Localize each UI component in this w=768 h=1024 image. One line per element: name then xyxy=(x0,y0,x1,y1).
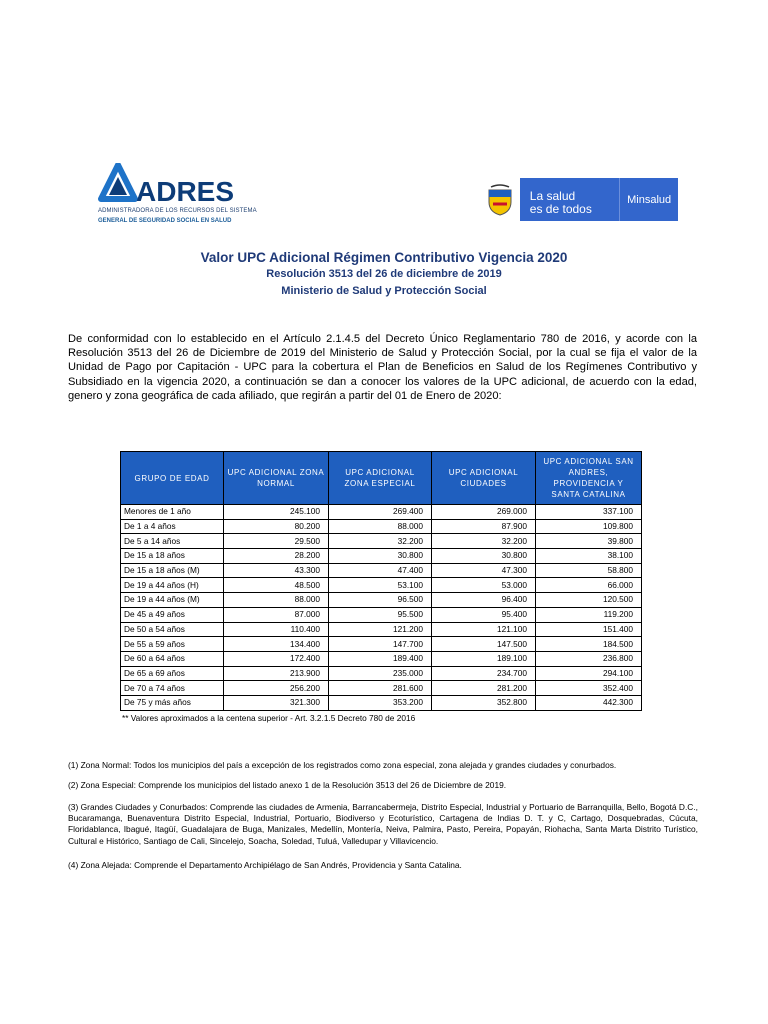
gov-slogan-line1: La salud xyxy=(529,189,576,203)
note-grandes-ciudades: (3) Grandes Ciudades y Conurbados: Comprende las ciudades de Armenia, Barrancabermeja, Distrito Especial, Industrial y Portuario de Barranquilla, Bello, Bogotá D.C., Bucaramanga, Buenaventura Distrito Especial, Industrial, Portuario, Biodiverso y Ecoturístico, Cartagena de Indias D. T. y C, Cartago, Dosquebradas, Cúcuta, Floridablanca, Ibagué, Itagüí, Guadalajara de Buga, Manizales, Medellín, Montería, Neiva, Palmira, Pasto, Pereira, Popayán, Riohacha, Santa Marta Distrito Turístico, Cultural e Histórico, Santiago de Cali, Sincelejo, Soacha, Soledad, Tuluá, Valledupar y Villavicencio. xyxy=(68,802,698,846)
table-row xyxy=(121,681,642,696)
table-row xyxy=(121,505,642,520)
column-header-zona-especial: UPC ADICIONAL ZONA ESPECIAL xyxy=(329,452,432,505)
upc-value-cell: 110.400 xyxy=(224,622,329,637)
intro-paragraph: De conformidad con lo establecido en el Artículo 2.1.4.5 del Decreto Único Reglamentario 780 de 2016, y acorde con la Resolución 3513 del 26 de Diciembre de 2019 del Ministerio de Salud y Protección Social, por la cual se fija el valor de la Unidad de Pago por Capitación - UPC para la cobertura el Plan de Beneficios en Salud de los Regímenes Contributivo y Subsidiado en la vigencia 2020, a continuación se dan a conocer los valores de la UPC adicional, de acuerdo con la edad, genero y zona geográfica de cada afiliado, que regirán a partir del 01 de Enero de 2020: xyxy=(68,333,697,402)
upc-value-cell: 256.200 xyxy=(224,681,329,696)
upc-value-cell: 48.500 xyxy=(224,578,329,593)
table-footnote: ** Valores aproximados a la centena superior - Art. 3.2.1.5 Decreto 780 de 2016 xyxy=(122,713,416,723)
table-row xyxy=(121,666,642,681)
upc-value-cell: 134.400 xyxy=(224,637,329,652)
age-group-cell: De 1 a 4 años xyxy=(121,519,224,534)
upc-value-cell: 352.400 xyxy=(536,681,642,696)
upc-value-cell: 96.400 xyxy=(432,593,536,608)
upc-value-cell: 189.100 xyxy=(432,651,536,666)
upc-value-cell: 281.200 xyxy=(432,681,536,696)
upc-value-cell: 87.900 xyxy=(432,519,536,534)
upc-value-cell: 269.400 xyxy=(329,505,432,520)
age-group-cell: De 60 a 64 años xyxy=(121,651,224,666)
upc-value-cell: 189.400 xyxy=(329,651,432,666)
page-title: Valor UPC Adicional Régimen Contributivo Vigencia 2020 xyxy=(200,250,568,265)
column-header-ciudades: UPC ADICIONAL CIUDADES xyxy=(432,452,536,505)
upc-value-cell: 151.400 xyxy=(536,622,642,637)
table-row xyxy=(121,534,642,549)
minsalud-logo xyxy=(480,178,678,221)
page-subtitle-ministry: Ministerio de Salud y Protección Social xyxy=(281,285,487,297)
age-group-cell: De 45 a 49 años xyxy=(121,607,224,622)
note-zona-alejada: (4) Zona Alejada: Comprende el Departamento Archipiélago de San Andrés, Providencia y Santa Catalina. xyxy=(68,860,462,870)
upc-value-cell: 47.300 xyxy=(432,563,536,578)
upc-value-cell: 172.400 xyxy=(224,651,329,666)
upc-value-cell: 234.700 xyxy=(432,666,536,681)
upc-value-cell: 353.200 xyxy=(329,695,432,710)
table-row xyxy=(121,519,642,534)
upc-value-cell: 245.100 xyxy=(224,505,329,520)
upc-value-cell: 87.000 xyxy=(224,607,329,622)
table-row xyxy=(121,578,642,593)
page-subtitle-resolution: Resolución 3513 del 26 de diciembre de 2019 xyxy=(266,268,502,280)
upc-value-cell: 269.000 xyxy=(432,505,536,520)
upc-value-cell: 38.100 xyxy=(536,549,642,564)
upc-value-cell: 95.400 xyxy=(432,607,536,622)
column-header-age-group: GRUPO DE EDAD xyxy=(121,452,224,505)
upc-value-cell: 32.200 xyxy=(329,534,432,549)
table-row xyxy=(121,607,642,622)
age-group-cell: De 19 a 44 años (H) xyxy=(121,578,224,593)
age-group-cell: De 5 a 14 años xyxy=(121,534,224,549)
upc-value-cell: 442.300 xyxy=(536,695,642,710)
age-group-cell: De 19 a 44 años (M) xyxy=(121,593,224,608)
upc-value-cell: 88.000 xyxy=(224,593,329,608)
table-row xyxy=(121,563,642,578)
age-group-cell: De 55 a 59 años xyxy=(121,637,224,652)
age-group-cell: De 15 a 18 años (M) xyxy=(121,563,224,578)
adres-logo-name: ADRES xyxy=(136,176,235,207)
upc-value-cell: 88.000 xyxy=(329,519,432,534)
gov-slogan-line2: es de todos xyxy=(529,202,592,216)
upc-value-cell: 53.000 xyxy=(432,578,536,593)
table-row xyxy=(121,593,642,608)
upc-value-cell: 281.600 xyxy=(329,681,432,696)
upc-value-cell: 119.200 xyxy=(536,607,642,622)
upc-value-cell: 337.100 xyxy=(536,505,642,520)
upc-value-cell: 95.500 xyxy=(329,607,432,622)
upc-value-cell: 213.900 xyxy=(224,666,329,681)
upc-value-cell: 39.800 xyxy=(536,534,642,549)
colombia-shield-icon xyxy=(480,178,520,221)
upc-value-cell: 53.100 xyxy=(329,578,432,593)
upc-value-cell: 121.200 xyxy=(329,622,432,637)
age-group-cell: De 50 a 54 años xyxy=(121,622,224,637)
adres-logo-line1: ADMINISTRADORA DE LOS RECURSOS DEL SISTEMA xyxy=(98,208,257,214)
upc-value-cell: 147.700 xyxy=(329,637,432,652)
note-zona-normal: (1) Zona Normal: Todos los municipios del país a excepción de los registrados como zona especial, zona alejada y grandes ciudades y conurbados. xyxy=(68,760,617,770)
upc-value-cell: 120.500 xyxy=(536,593,642,608)
age-group-cell: Menores de 1 año xyxy=(121,505,224,520)
column-header-zona-normal: UPC ADICIONAL ZONA NORMAL xyxy=(224,452,329,505)
upc-value-cell: 294.100 xyxy=(536,666,642,681)
upc-table xyxy=(120,451,642,711)
table-row xyxy=(121,622,642,637)
upc-value-cell: 352.800 xyxy=(432,695,536,710)
upc-value-cell: 58.800 xyxy=(536,563,642,578)
upc-value-cell: 80.200 xyxy=(224,519,329,534)
upc-value-cell: 147.500 xyxy=(432,637,536,652)
upc-value-cell: 236.800 xyxy=(536,651,642,666)
upc-value-cell: 43.300 xyxy=(224,563,329,578)
upc-value-cell: 321.300 xyxy=(224,695,329,710)
adres-logo-line2: GENERAL DE SEGURIDAD SOCIAL EN SALUD xyxy=(98,218,232,224)
upc-value-cell: 29.500 xyxy=(224,534,329,549)
upc-value-cell: 30.800 xyxy=(329,549,432,564)
age-group-cell: De 65 a 69 años xyxy=(121,666,224,681)
upc-value-cell: 66.000 xyxy=(536,578,642,593)
upc-value-cell: 121.100 xyxy=(432,622,536,637)
upc-value-cell: 96.500 xyxy=(329,593,432,608)
minsalud-label: Minsalud xyxy=(619,178,678,221)
adres-logo xyxy=(98,163,257,233)
gov-slogan xyxy=(520,178,620,221)
column-header-san-andres: UPC ADICIONAL SAN ANDRES, PROVIDENCIA Y SANTA CATALINA xyxy=(536,452,642,505)
upc-value-cell: 32.200 xyxy=(432,534,536,549)
age-group-cell: De 75 y más años xyxy=(121,695,224,710)
table-row xyxy=(121,637,642,652)
note-zona-especial: (2) Zona Especial: Comprende los municipios del listado anexo 1 de la Resolución 3513 del 26 de Diciembre de 2019. xyxy=(68,780,507,790)
upc-value-cell: 47.400 xyxy=(329,563,432,578)
upc-value-cell: 109.800 xyxy=(536,519,642,534)
table-row xyxy=(121,549,642,564)
upc-value-cell: 28.200 xyxy=(224,549,329,564)
age-group-cell: De 15 a 18 años xyxy=(121,549,224,564)
table-body xyxy=(121,505,642,711)
age-group-cell: De 70 a 74 años xyxy=(121,681,224,696)
upc-value-cell: 235.000 xyxy=(329,666,432,681)
table-row xyxy=(121,695,642,710)
upc-value-cell: 30.800 xyxy=(432,549,536,564)
upc-value-cell: 184.500 xyxy=(536,637,642,652)
table-row xyxy=(121,651,642,666)
adres-triangle-icon xyxy=(98,163,138,207)
table-header-row xyxy=(121,452,642,505)
